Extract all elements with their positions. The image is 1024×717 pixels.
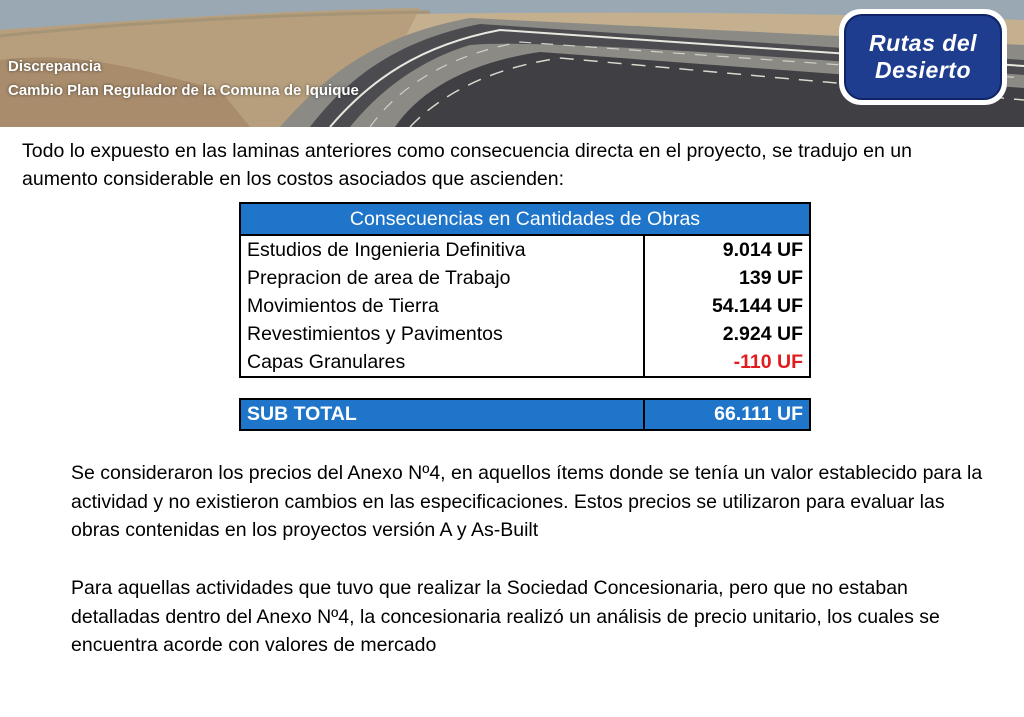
slide-title-line1: Discrepancia <box>8 58 102 75</box>
subtotal-table <box>239 398 811 431</box>
row-item: Prepracion de area de Trabajo <box>240 264 644 292</box>
header-banner <box>0 0 1024 127</box>
row-item: Revestimientos y Pavimentos <box>240 320 644 348</box>
table-header-row <box>240 203 810 235</box>
table-row <box>240 320 810 348</box>
row-item: Movimientos de Tierra <box>240 292 644 320</box>
subtotal-label: SUB TOTAL <box>240 399 644 430</box>
row-value: 54.144 UF <box>644 292 810 320</box>
table-title: Consecuencias en Cantidades de Obras <box>240 203 810 235</box>
table-row <box>240 264 810 292</box>
logo-text-line2: Desierto <box>874 57 972 83</box>
paragraph-anexo-prices: Se consideraron los precios del Anexo Nº4, en aquellos ítems donde se tenía un valor establecido para la actividad y no existieron cambios en las especificaciones. Estos precios se utilizaron para evaluar las obras contenidas en los proyectos versión A y As-Built <box>71 462 983 541</box>
row-value: 139 UF <box>644 264 810 292</box>
row-item: Capas Granulares <box>240 348 644 377</box>
table-row <box>240 348 810 377</box>
cost-table <box>239 202 811 378</box>
row-value: 9.014 UF <box>644 235 810 264</box>
slide-title <box>8 55 359 103</box>
logo-text-line1: Rutas del <box>868 30 978 56</box>
intro-text: Todo lo expuesto en las laminas anteriores como consecuencia directa en el proyecto, se tradujo en un aumento considerable en los costos asociados que ascienden: <box>22 140 912 190</box>
row-value-negative: -110 UF <box>644 348 810 377</box>
company-logo <box>839 9 1007 105</box>
row-item: Estudios de Ingenieria Definitiva <box>240 235 644 264</box>
table-row <box>240 292 810 320</box>
paragraph-unit-price-analysis: Para aquellas actividades que tuvo que realizar la Sociedad Concesionaria, pero que no estaban detalladas dentro del Anexo Nº4, la concesionaria realizó un análisis de precio unitario, los cuales se encuentra acorde con valores de mercado <box>71 577 940 656</box>
table-row <box>240 235 810 264</box>
row-value: 2.924 UF <box>644 320 810 348</box>
subtotal-value: 66.111 UF <box>644 399 810 430</box>
slide-title-line2: Cambio Plan Regulador de la Comuna de Iquique <box>8 82 359 99</box>
subtotal-row <box>240 399 810 430</box>
